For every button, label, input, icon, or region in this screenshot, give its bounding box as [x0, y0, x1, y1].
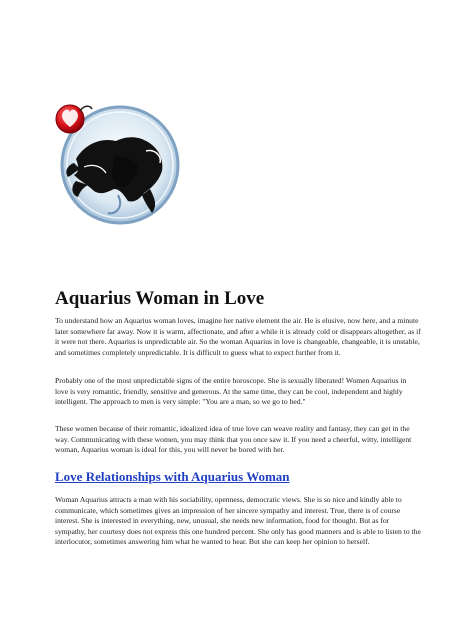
love-relationships-heading-link[interactable]: Love Relationships with Aquarius Woman [55, 469, 290, 484]
aquarius-zodiac-illustration [54, 97, 184, 227]
page-title: Aquarius Woman in Love [55, 288, 265, 309]
paragraph-relationships: Woman Aquarius attracts a man with his sociability, openness, democratic views. She is so nice and kindly able to communicate, which sometimes gives an impression of her sincere sympathy and interest. True, there is of course interest. She is interested in everything, new, unusual, she needs new information, food for thought. But as for sympathy, her courtesy does not express this one hundred percent. She only has good manners and is able to listen to the interlocutor, sometimes answering him what he wanted to hear. But she can keep her opinion to herself. [55, 495, 421, 547]
paragraph-second: Probably one of the most unpredictable signs of the entire horoscope. She is sexually liberated! Women Aquarius in love is very romantic, friendly, sensitive and generous. At the same time, they can be cool, independent and highly intelligent. The approach to men is very simple: "You are a man, so we go to bed." [55, 376, 407, 407]
paragraph-third: These women because of their romantic, idealized idea of true love can weave reality and fantasy, they can get in the way. Communicating with these women, you may think that you once saw it. If you need a cheerful, witty, intelligent woman, Aquarius woman is ideal for this, you will never be bored with her. [55, 424, 412, 455]
paragraph-intro: To understand how an Aquarius woman loves, imagine her native element the air. He is elusive, now here, and a minute later somewhere far away. Now it is warm, affectionate, and after a while it is already cold or disappears altogether, as if it were not there. Aquarius is unpredictable air. So the woman Aquarius in love is changeable, changeable, it is unstable, and sometimes completely unpredictable. It is difficult to guess what to expect further from it. [55, 316, 421, 357]
